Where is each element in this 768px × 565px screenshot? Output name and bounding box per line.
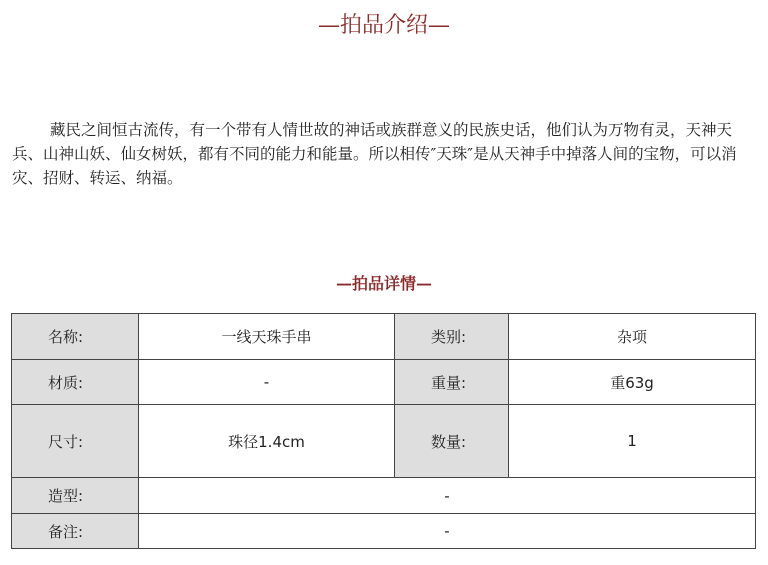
category-label: 类别: xyxy=(395,314,509,360)
table-row xyxy=(12,514,756,549)
material-value: - xyxy=(139,360,395,405)
table-row xyxy=(12,478,756,514)
weight-value: 重63g xyxy=(509,360,756,405)
material-label: 材质: xyxy=(12,360,139,405)
category-value: 杂项 xyxy=(509,314,756,360)
name-label: 名称: xyxy=(12,314,139,360)
size-value: 珠径1.4cm xyxy=(139,405,395,478)
remarks-label: 备注: xyxy=(12,514,139,549)
details-heading: —拍品详情— xyxy=(335,274,432,293)
quantity-label: 数量: xyxy=(395,405,509,478)
intro-paragraph: 藏民之间恒古流传，有一个带有人情世故的神话或族群意义的民族史话，他们认为万物有灵，天神天兵、山神山妖、仙女树妖，都有不同的能力和能量。所以相传″天珠″是从天神手中掉落人间的宝物，可以消灾、招财、转运、纳福。 xyxy=(12,121,737,187)
table-row xyxy=(12,360,756,405)
weight-label: 重量: xyxy=(395,360,509,405)
table-row xyxy=(12,405,756,478)
shape-label: 造型: xyxy=(12,478,139,514)
table-row xyxy=(12,314,756,360)
size-label: 尺寸: xyxy=(12,405,139,478)
quantity-value: 1 xyxy=(509,405,756,478)
details-table xyxy=(11,313,756,549)
intro-heading: —拍品介绍— xyxy=(317,13,450,38)
shape-value: - xyxy=(139,478,756,514)
name-value: 一线天珠手串 xyxy=(139,314,395,360)
remarks-value: - xyxy=(139,514,756,549)
